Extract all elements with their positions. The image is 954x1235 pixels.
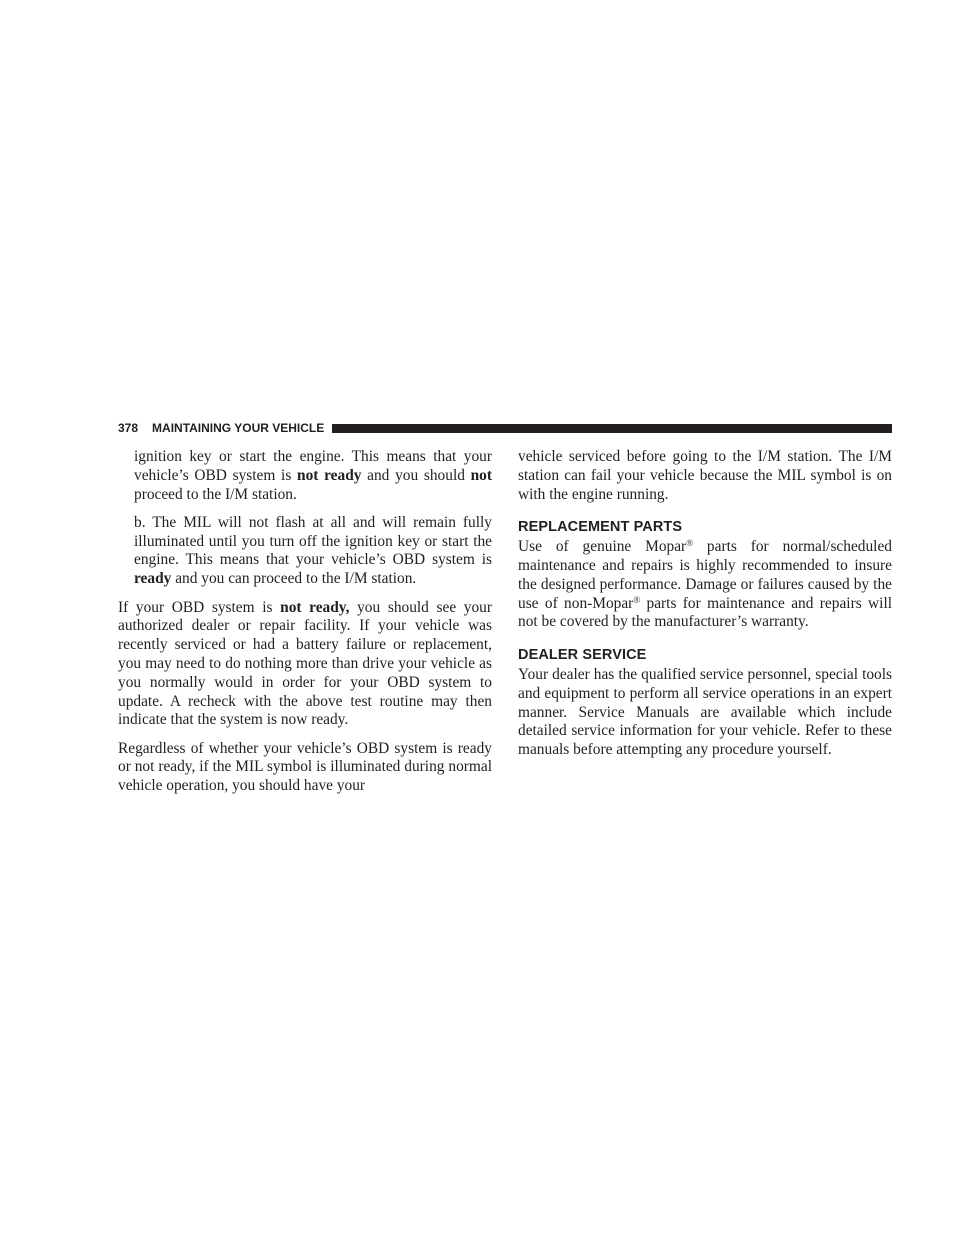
heading-dealer-service: DEALER SERVICE (518, 647, 647, 664)
section-title: MAINTAINING YOUR VEHICLE (152, 421, 325, 435)
paragraph-mil-illuminated: Regardless of whether your vehicle’s OBD system is ready or not ready, if the MIL symbol is illuminated during normal vehicle operation, you should have your (118, 739, 492, 795)
left-column (118, 448, 492, 806)
paragraph-dealer-service: Your dealer has the qualified service personnel, special tools and equipment to perform all service operations in an expert manner. Service Manuals are available which include detailed service information for your vehicle. Refer to these manuals before attempting any procedure yourself. (518, 665, 892, 759)
paragraph-obd-ready: b. The MIL will not flash at all and will remain fully illuminated until you turn off the ignition key or start the engine. This means that your vehicle’s OBD system is ready and you can proceed to the I/M station. (134, 513, 492, 588)
heading-replacement-parts: REPLACEMENT PARTS (518, 519, 683, 536)
paragraph-replacement-parts: Use of genuine Mopar® parts for normal/scheduled maintenance and repairs is highly recommended to insure the designed performance. Damage or failures caused by the use of non-Mopar® parts for maintenance and repairs will not be covered by the manufacturer’s warranty. (518, 538, 892, 631)
paragraph-obd-not-ready: ignition key or start the engine. This means that your vehicle’s OBD system is not ready and you should not proceed to the I/M station. (134, 448, 493, 503)
paragraph-not-ready-advice: If your OBD system is not ready, you should see your authorized dealer or repair facility. If your vehicle was recently serviced or had a battery failure or replacement, you may need to do nothing more than drive your vehicle as you normally would in order for your OBD system to update. A recheck with the above test routine may then indicate that the system is now ready. (118, 598, 493, 729)
page-header (118, 420, 892, 436)
right-column (518, 448, 892, 769)
page-number: 378 (118, 421, 139, 435)
paragraph-im-station: vehicle serviced before going to the I/M station. The I/M station can fail your vehicle because the MIL symbol is on with the engine running. (518, 448, 892, 503)
header-rule (332, 424, 892, 433)
